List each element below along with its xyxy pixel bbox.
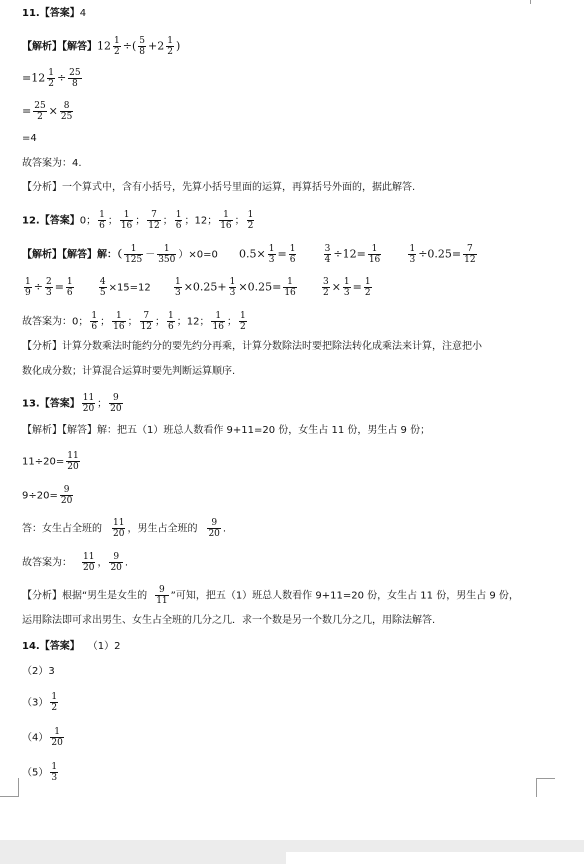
separator: ； (97, 398, 108, 410)
separator: . (124, 557, 129, 569)
q13-answer (22, 393, 125, 414)
part-label: （3） (22, 697, 49, 709)
q12-solution-line-2 (22, 277, 374, 298)
separator: ； (226, 316, 237, 328)
fraction: $\frac{8}{25}$ (60, 101, 73, 122)
fraction: $\frac{1}{16}$ (220, 210, 232, 231)
analysis-text: 【分析】根据“男生是女生的 (22, 590, 148, 602)
separator: ； (176, 316, 187, 328)
q11-step-1 (22, 68, 84, 89)
math-op: ÷( (122, 39, 137, 53)
math-text: ×15=12 (108, 282, 151, 294)
fraction: $\frac{1}{9}$ (25, 277, 31, 298)
page-corner-mark-bottom-right (536, 778, 555, 797)
fraction: $\frac{1}{16}$ (113, 311, 125, 332)
page-corner-mark-top-right (530, 0, 549, 4)
answer-text: 12； (186, 316, 210, 328)
fraction: $\frac{1}{20}$ (51, 727, 63, 748)
q14-answer (22, 640, 120, 654)
math-op: ×0.25= (238, 280, 282, 294)
answer-text: 12； (194, 215, 218, 227)
q11-answer (22, 7, 86, 21)
answer-label: 13.【答案】 (22, 398, 80, 410)
q11-step-3: =4 (22, 133, 37, 144)
solution-label: 【解析】【解答】 (22, 41, 97, 53)
q14-part-5 (22, 762, 60, 783)
math-op: = (352, 280, 362, 294)
q13-analysis-line-1 (22, 585, 519, 606)
math-text: ）×0=0 (178, 249, 218, 261)
separator: ， (97, 557, 108, 569)
fraction: $\frac{9}{20}$ (110, 393, 122, 414)
fraction: $\frac{1}{2}$ (167, 36, 173, 57)
fraction: $\frac{3}{2}$ (322, 277, 329, 298)
fraction: $\frac{1}{6}$ (66, 277, 73, 298)
q12-answer (22, 210, 256, 231)
fraction: $\frac{7}{12}$ (140, 311, 153, 332)
q13-reply (22, 518, 226, 539)
analysis-text: ”可知，把五（1）班总人数看作 9+11=20 份，女生占 11 份，男生占 9 份， (170, 590, 519, 602)
math-op: +2 (147, 39, 165, 53)
q13-line-2 (22, 485, 75, 506)
fraction: $\frac{2}{3}$ (45, 277, 52, 298)
answer-label: 11.【答案】 (22, 8, 80, 19)
q11-step-2 (22, 101, 75, 122)
q12-analysis-line-2: 数化成分数；计算混合运算时要先判断运算顺序. (22, 366, 236, 377)
answer-label: 14.【答案】 (22, 641, 80, 652)
math-op: ÷0.25= (418, 247, 462, 261)
math-op: ×0.25+ (183, 280, 227, 294)
part-label: （5） (22, 767, 49, 779)
fraction: $\frac{1}{3}$ (409, 244, 416, 265)
fraction: $\frac{25}{8}$ (69, 68, 81, 89)
solution-label: 【解析】【解答】解：（ (22, 249, 122, 261)
fraction: $\frac{1}{2}$ (247, 210, 254, 231)
fraction: $\frac{11}{20}$ (113, 518, 125, 539)
answer-text: 0； (79, 215, 97, 227)
math-op: ) (175, 39, 181, 53)
fraction: $\frac{5}{8}$ (139, 36, 145, 57)
separator: ； (234, 215, 245, 227)
reply-text: 答：女生占全班的 (22, 523, 102, 535)
q12-final (22, 311, 249, 332)
q14-part-3 (22, 692, 60, 713)
separator: ； (184, 215, 195, 227)
separator: ； (127, 316, 138, 328)
math-op: × (331, 280, 341, 294)
separator: ； (100, 316, 111, 328)
fraction: $\frac{3}{4}$ (324, 244, 331, 265)
math-op: ÷ (56, 71, 67, 85)
math-text: = (22, 104, 32, 118)
fraction: $\frac{1}{6}$ (168, 311, 174, 332)
fraction: $\frac{11}{20}$ (82, 393, 95, 414)
mixed-whole: 12 (97, 39, 111, 53)
fraction: $\frac{1}{3}$ (51, 762, 58, 783)
fraction: $\frac{11}{20}$ (67, 451, 79, 472)
math-text: 11÷20= (22, 456, 65, 468)
fraction: $\frac{1}{2}$ (239, 311, 246, 332)
q13-final (22, 552, 128, 573)
fraction: $\frac{9}{20}$ (60, 485, 73, 506)
math-op: × (48, 104, 58, 118)
fraction: $\frac{7}{12}$ (464, 244, 476, 265)
fraction: $\frac{1}{2}$ (364, 277, 371, 298)
fraction: $\frac{1}{16}$ (120, 210, 133, 231)
math-op: ÷12= (333, 247, 366, 261)
fraction: $\frac{1}{2}$ (48, 68, 54, 89)
q11-analysis: 【分析】一个算式中，含有小括号，先算小括号里面的运算，再算括号外面的，据此解答. (22, 182, 416, 193)
q14-part-2: （2）3 (22, 666, 55, 677)
fraction: $\frac{9}{11}$ (156, 585, 168, 606)
fraction: $\frac{1}{350}$ (158, 244, 176, 265)
page-corner-mark-bottom-left (0, 778, 19, 797)
fraction: $\frac{1}{3}$ (174, 277, 181, 298)
fraction: $\frac{11}{20}$ (83, 552, 95, 573)
q12-solution-line-1 (22, 244, 479, 265)
q11-solution (22, 36, 180, 57)
separator: ； (135, 215, 146, 227)
next-page-edge (286, 852, 584, 864)
fraction: $\frac{1}{2}$ (114, 36, 120, 57)
fraction: $\frac{1}{2}$ (51, 692, 58, 713)
fraction: $\frac{1}{16}$ (368, 244, 381, 265)
fraction: $\frac{7}{12}$ (148, 210, 160, 231)
math-op: － (145, 249, 156, 261)
q13-line-1 (22, 451, 82, 472)
fraction: $\frac{1}{125}$ (125, 244, 143, 265)
fraction: $\frac{1}{16}$ (212, 311, 224, 332)
q11-final: 故答案为：4. (22, 158, 82, 169)
fraction: $\frac{1}{6}$ (99, 210, 105, 231)
fraction: $\frac{9}{20}$ (110, 552, 122, 573)
final-label: 故答案为： (22, 557, 72, 569)
math-op: = (54, 280, 64, 294)
reply-text: ，男生占全班的 (127, 523, 198, 535)
fraction: $\frac{1}{3}$ (343, 277, 350, 298)
math-text: =12 (22, 71, 46, 85)
fraction: $\frac{1}{16}$ (284, 277, 296, 298)
q14-part-4 (22, 727, 66, 748)
math-text: 9÷20= (22, 490, 58, 502)
separator: ； (155, 316, 166, 328)
answer-label: 12.【答案】 (22, 215, 80, 227)
fraction: $\frac{9}{20}$ (208, 518, 220, 539)
q13-analysis-line-2: 运用除法即可求出男生、女生占全班的几分之几．求一个数是另一个数几分之几，用除法解答. (22, 615, 436, 626)
fraction: $\frac{1}{3}$ (229, 277, 236, 298)
math-op: ÷ (33, 280, 43, 294)
fraction: $\frac{1}{6}$ (289, 244, 296, 265)
separator: ； (162, 215, 173, 227)
reply-text: . (222, 523, 227, 535)
math-text: 0.5× (239, 247, 266, 261)
fraction: $\frac{25}{2}$ (34, 101, 46, 122)
fraction: $\frac{4}{5}$ (99, 277, 106, 298)
fraction: $\frac{1}{3}$ (268, 244, 275, 265)
answer-value: 4 (79, 8, 87, 19)
q12-analysis-line-1: 【分析】计算分数乘法时能约分的要先约分再乘，计算分数除法时要把除法转化成乘法来计算，注意把小 (22, 341, 482, 352)
fraction: $\frac{1}{6}$ (91, 311, 98, 332)
final-label: 故答案为：0； (22, 316, 89, 328)
math-op: = (277, 247, 287, 261)
part-label: （4） (22, 732, 49, 744)
fraction: $\frac{1}{6}$ (175, 210, 182, 231)
separator: ； (107, 215, 118, 227)
q13-solution: 【解析】【解答】解：把五（1）班总人数看作 9+11=20 份，女生占 11 份，男生占 9 份； (22, 425, 431, 436)
part-1: （1）2 (87, 641, 121, 652)
